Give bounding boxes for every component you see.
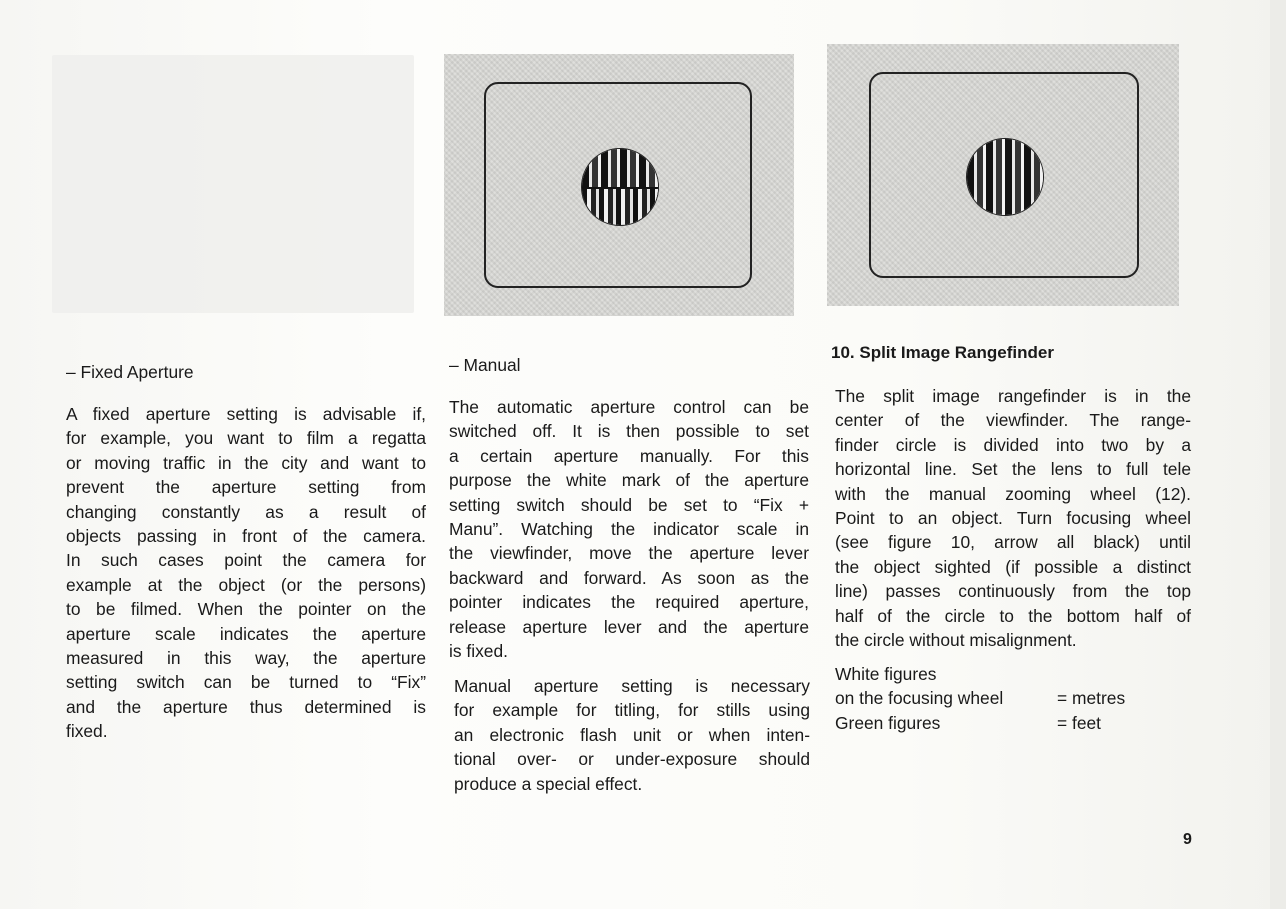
manual-body-2	[454, 674, 810, 796]
text-line: changing constantly as a result of	[66, 501, 426, 522]
legend-row	[835, 686, 1145, 710]
legend-label: on the focusing wheel	[835, 688, 1004, 709]
viewfinder-figure-aligned	[827, 44, 1179, 306]
text-line: objects passing in front of the camera.	[66, 526, 426, 547]
text-line: In such cases point the camera for	[66, 550, 426, 571]
text-line: with the manual zooming wheel (12).	[835, 483, 1191, 504]
page-number: 9	[1183, 831, 1192, 848]
text-line: center of the viewfinder. The range-	[835, 410, 1191, 431]
text-line: fixed.	[66, 721, 108, 742]
legend-row	[835, 711, 1145, 735]
legend-value: = feet	[1057, 712, 1101, 733]
text-line: finder circle is divided into two by a	[835, 434, 1191, 455]
text-line: produce a special effect.	[454, 773, 643, 794]
text-line: for example, you want to film a regatta	[66, 428, 426, 449]
text-line: to be filmed. When the pointer on the	[66, 599, 426, 620]
text-line: the viewfinder, move the aperture lever	[449, 543, 809, 564]
text-line: line) passes continuously from the top	[835, 581, 1191, 602]
text-line: release aperture lever and the aperture	[449, 616, 809, 637]
text-line: Manual aperture setting is necessary	[454, 676, 810, 696]
text-line: aperture scale indicates the aperture	[66, 623, 426, 644]
faded-illustration	[52, 55, 414, 313]
legend-label: White figures	[835, 664, 937, 684]
text-line: Point to an object. Turn focusing wheel	[835, 508, 1191, 529]
legend-label: Green figures	[835, 712, 941, 733]
viewfinder-figure-misaligned	[444, 54, 794, 316]
text-line: the object sighted (if possible a distinct	[835, 556, 1191, 577]
text-line: prevent the aperture setting from	[66, 477, 426, 498]
text-line: or moving traffic in the city and want to	[66, 452, 426, 473]
text-line: the circle without misalignment.	[835, 630, 1077, 651]
rangefinder-heading: 10. Split Image Rangefinder	[831, 343, 1054, 362]
text-line: setting switch can be turned to “Fix”	[66, 672, 426, 693]
rangefinder-body	[835, 384, 1191, 652]
text-line: pointer indicates the required aperture,	[449, 592, 809, 613]
manual-heading: – Manual	[449, 355, 521, 375]
text-line: The automatic aperture control can be	[449, 397, 809, 417]
text-line: a certain aperture manually. For this	[449, 445, 809, 466]
text-line: setting switch should be set to “Fix +	[449, 494, 809, 515]
legend-row	[835, 662, 1145, 686]
text-line: backward and forward. As soon as the	[449, 567, 809, 588]
manual-body-1	[449, 395, 809, 663]
text-line: switched off. It is then possible to set	[449, 421, 809, 442]
page-edge	[1270, 0, 1286, 909]
fixed-aperture-body	[66, 402, 426, 744]
text-line: purpose the white mark of the aperture	[449, 470, 809, 491]
fixed-aperture-heading: – Fixed Aperture	[66, 362, 194, 382]
text-line: The split image rangefinder is in the	[835, 386, 1191, 406]
text-line: measured in this way, the aperture	[66, 648, 426, 669]
split-image-circle-aligned	[966, 138, 1044, 216]
text-line: for example for titling, for stills using	[454, 700, 810, 721]
text-line: (see figure 10, arrow all black) until	[835, 532, 1191, 553]
text-line: example at the object (or the persons)	[66, 574, 426, 595]
focusing-wheel-legend	[835, 662, 1155, 735]
text-line: tional over- or under-exposure should	[454, 749, 810, 770]
text-line: half of the circle to the bottom half of	[835, 605, 1191, 626]
text-line: A fixed aperture setting is advisable if,	[66, 404, 426, 424]
text-line: and the aperture thus determined is	[66, 696, 426, 717]
legend-value: = metres	[1057, 688, 1126, 709]
text-line: Manu”. Watching the indicator scale in	[449, 519, 809, 540]
split-image-circle-misaligned	[581, 148, 659, 226]
text-line: is fixed.	[449, 641, 508, 662]
text-line: an electronic flash unit or when inten-	[454, 724, 810, 745]
text-line: horizontal line. Set the lens to full tele	[835, 459, 1191, 480]
legend-value	[1057, 662, 1145, 686]
